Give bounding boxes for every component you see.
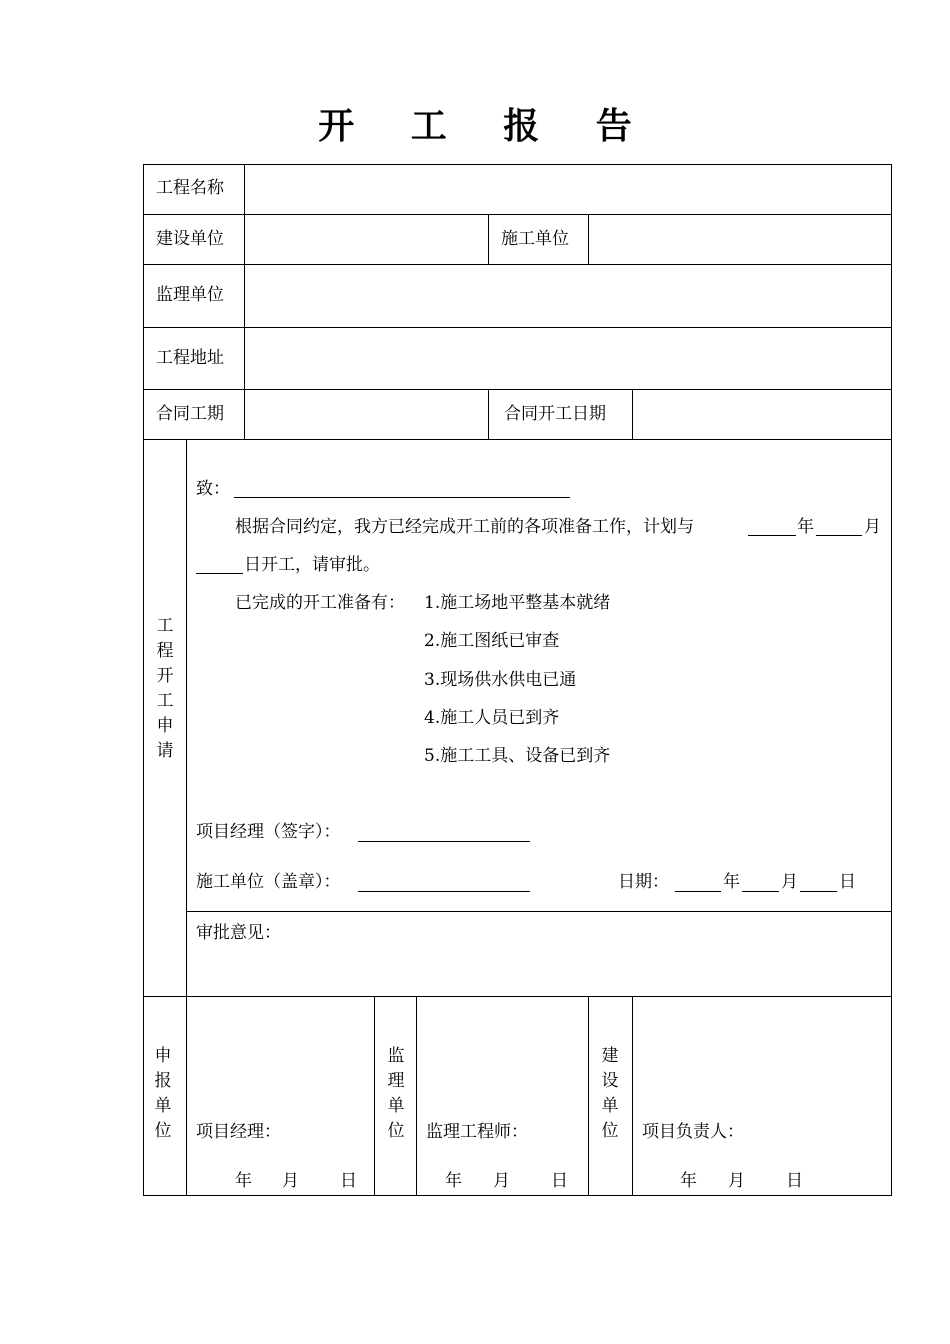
column-divider (588, 996, 589, 1196)
sig-col1-label: 申报单位 (154, 1046, 172, 1141)
pm-sign-label: 项目经理（签字）： (196, 822, 341, 842)
day-blank-line (196, 573, 243, 574)
column-divider (244, 164, 245, 439)
column-divider (632, 996, 633, 1196)
date-year: 年 (723, 872, 740, 892)
column-divider (374, 996, 375, 1196)
date-label: 日期： (618, 872, 669, 892)
label-contract-start: 合同开工日期 (504, 404, 606, 424)
row-divider (143, 327, 892, 328)
row-divider (143, 996, 892, 997)
year-label: 年 (797, 517, 814, 537)
row-divider (143, 439, 892, 440)
prep-item: 1.施工场地平整基本就绪 (424, 593, 611, 613)
column-divider (488, 389, 489, 439)
sig-col3-role: 项目负责人： (642, 1122, 744, 1142)
column-divider (416, 996, 417, 1196)
approval-label: 审批意见： (196, 923, 281, 943)
month-blank-line (816, 535, 862, 536)
contractor-seal-line (358, 891, 530, 892)
prep-item: 5.施工工具、设备已到齐 (424, 746, 611, 766)
date-month-line (742, 891, 779, 892)
column-divider (488, 214, 489, 264)
date-year-line (675, 891, 721, 892)
sig-col2-label: 监理单位 (387, 1046, 405, 1141)
label-address: 工程地址 (156, 348, 224, 368)
sig-col3-day: 日 (786, 1171, 803, 1191)
column-divider (186, 439, 187, 1196)
date-day-line (800, 891, 837, 892)
sig-col1-month: 月 (282, 1171, 299, 1191)
prep-item: 3.现场供水供电已通 (424, 670, 577, 690)
label-contractor: 施工单位 (501, 229, 569, 249)
label-project-name: 工程名称 (156, 178, 224, 198)
sig-col1-year: 年 (235, 1171, 252, 1191)
prep-item: 4.施工人员已到齐 (424, 708, 560, 728)
sig-col2-role: 监理工程师： (426, 1122, 528, 1142)
label-contract-period: 合同工期 (156, 404, 224, 424)
date-month: 月 (781, 872, 798, 892)
prep-label: 已完成的开工准备有： (235, 593, 405, 613)
sig-col3-month: 月 (728, 1171, 745, 1191)
sig-col3-year: 年 (680, 1171, 697, 1191)
label-supervisor: 监理单位 (156, 285, 224, 305)
sig-col3-label: 建设单位 (601, 1046, 619, 1141)
pm-sign-line (358, 841, 530, 842)
row-divider (186, 911, 892, 912)
page-title: 开 工 报 告 (318, 106, 654, 147)
column-divider (632, 389, 633, 439)
body-line1: 根据合同约定，我方已经完成开工前的各项准备工作，计划与 (235, 517, 694, 537)
sig-col2-month: 月 (493, 1171, 510, 1191)
contractor-seal-label: 施工单位（盖章）： (196, 872, 341, 892)
to-blank-line (234, 497, 570, 498)
row-divider (143, 214, 892, 215)
column-divider (588, 214, 589, 264)
application-side-label: 工程开工申请 (156, 616, 174, 761)
prep-item: 2.施工图纸已审查 (424, 631, 560, 651)
body-line2: 日开工，请审批。 (244, 555, 380, 575)
year-blank-line (748, 535, 796, 536)
sig-col2-year: 年 (445, 1171, 462, 1191)
date-day: 日 (839, 872, 856, 892)
sig-col1-role: 项目经理： (196, 1122, 281, 1142)
to-label: 致： (196, 479, 230, 499)
row-divider (143, 264, 892, 265)
row-divider (143, 389, 892, 390)
sig-col1-day: 日 (340, 1171, 357, 1191)
month-label: 月 (864, 517, 881, 537)
sig-col2-day: 日 (551, 1171, 568, 1191)
label-builder: 建设单位 (156, 229, 224, 249)
